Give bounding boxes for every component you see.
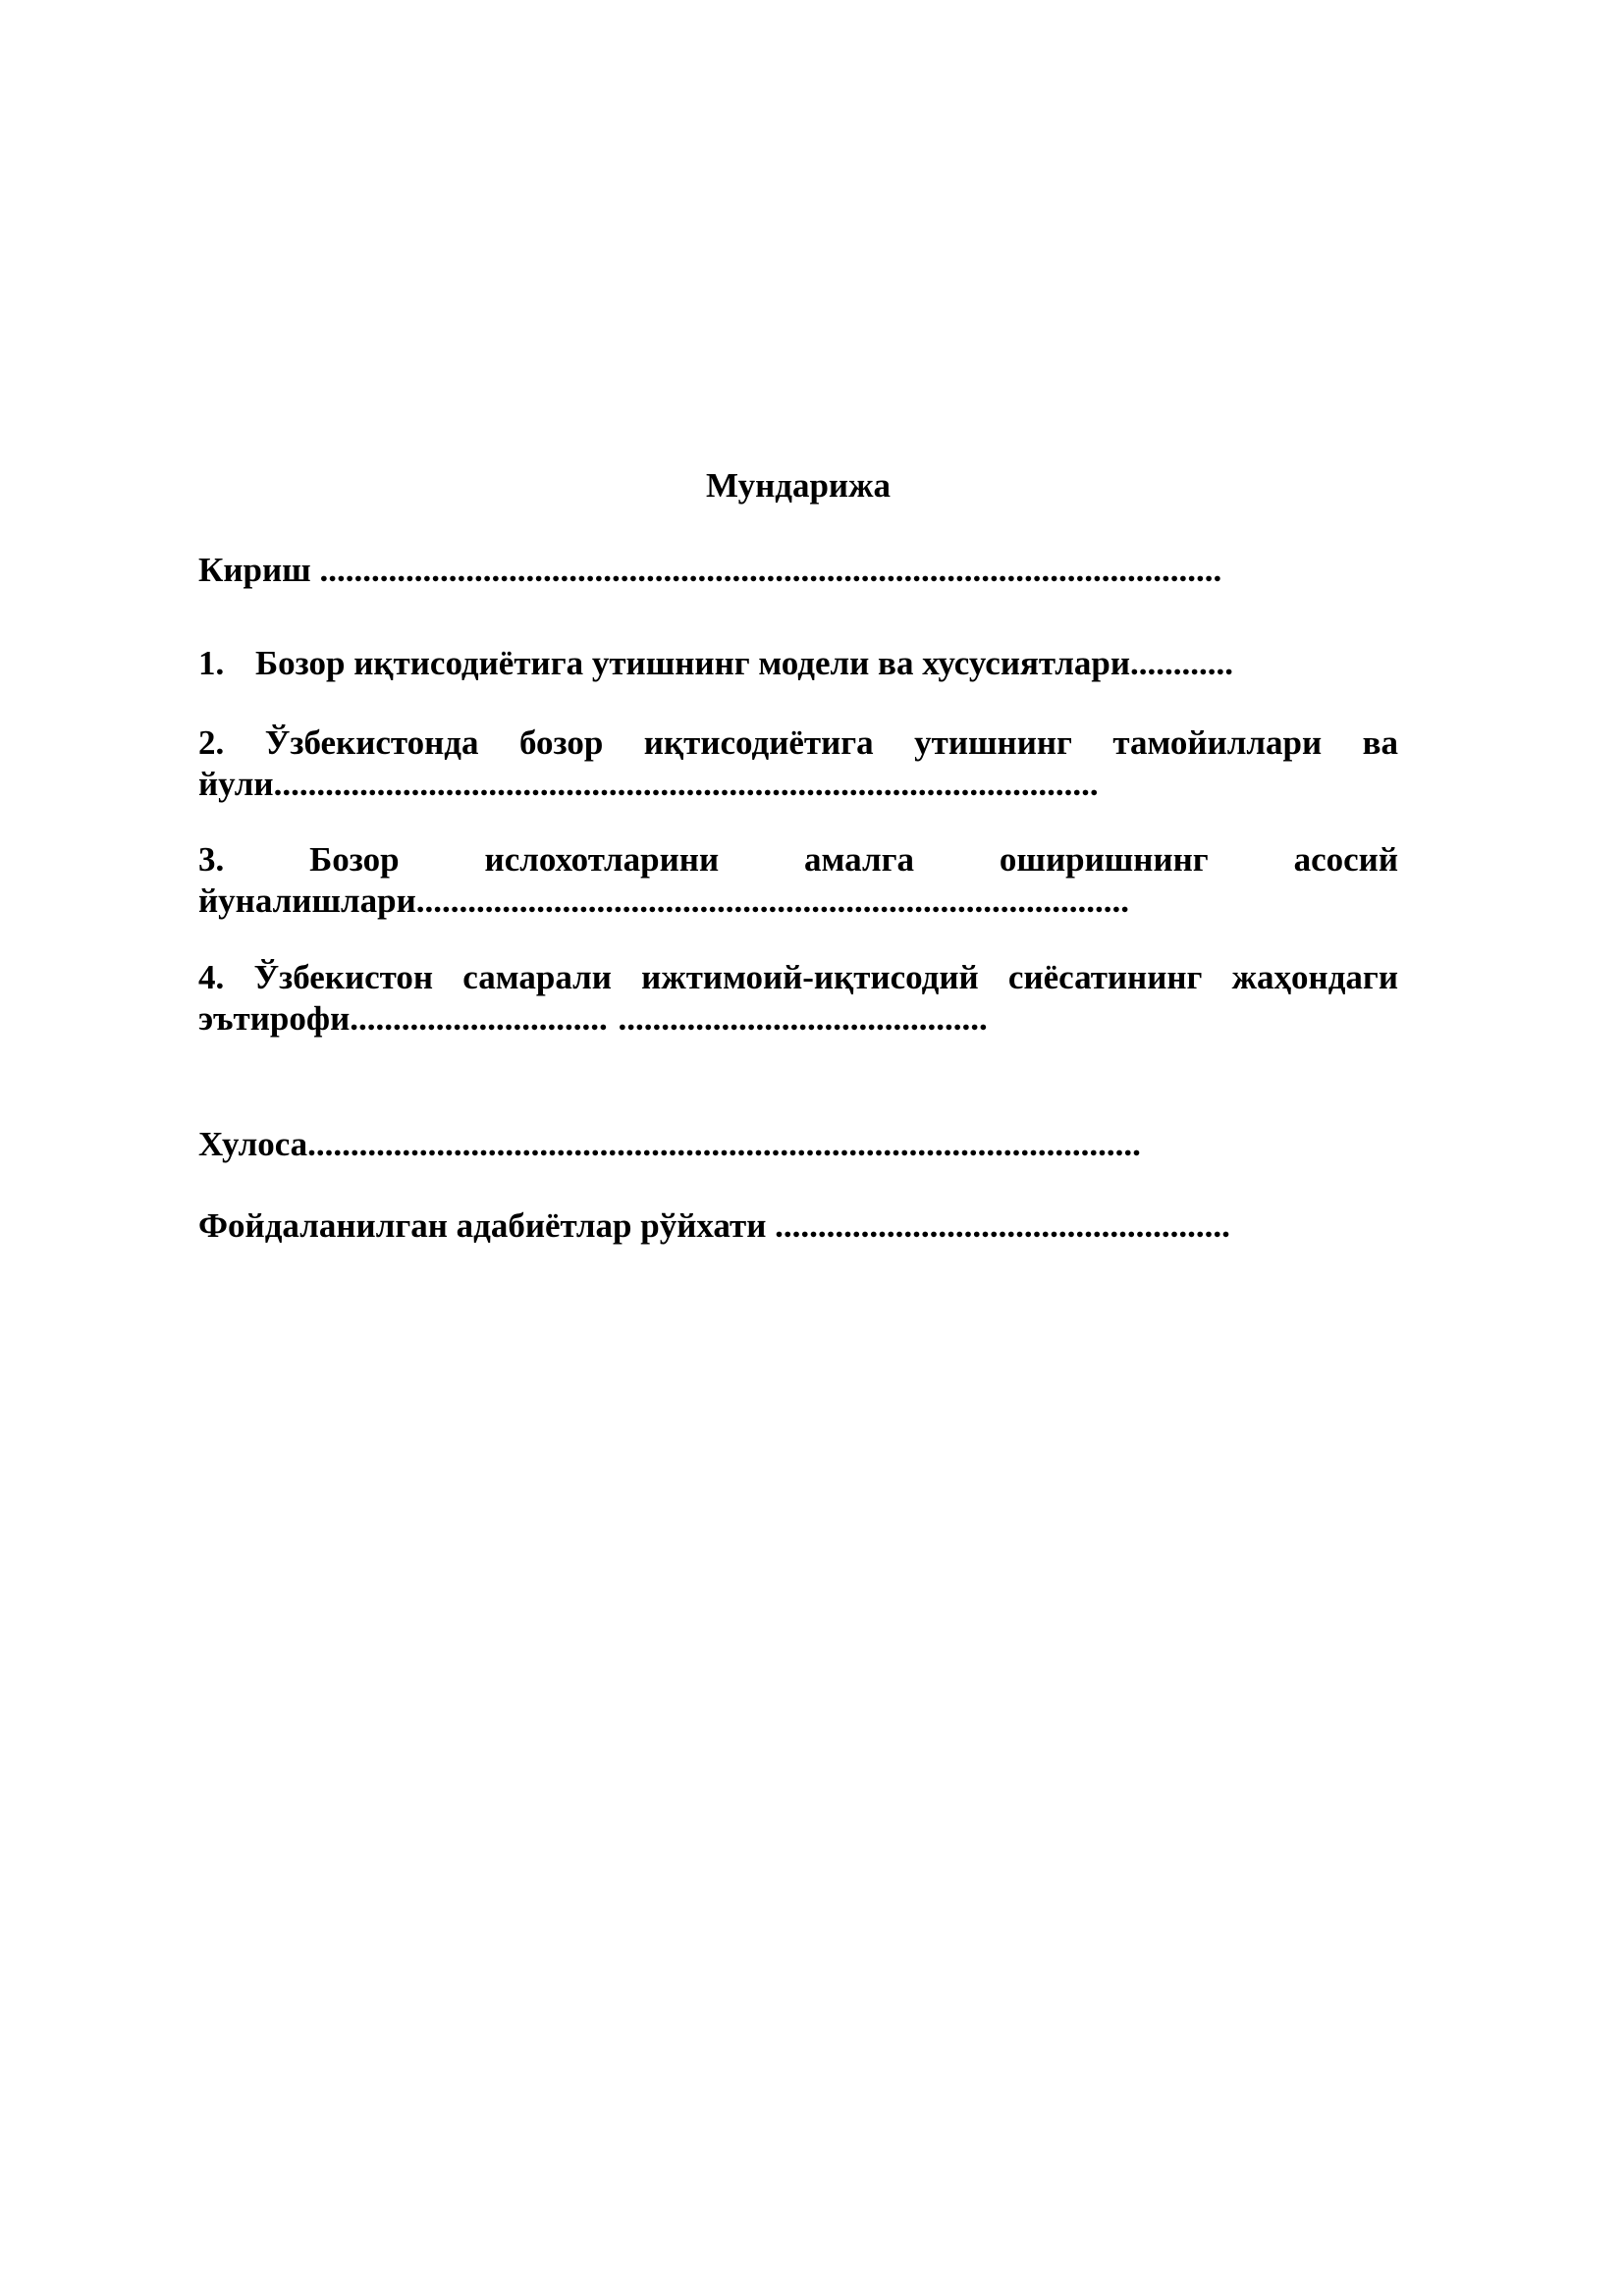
toc-entry-section-2: 2. Ўзбекистонда бозор иқтисодиётига утишнинг тамойиллари ва йули................................................................................................ xyxy=(198,723,1398,803)
toc-entry-section-1-text: Бозор иқтисодиётига утишнинг модели ва хусусиятлари............ xyxy=(255,644,1234,682)
toc-entry-section-3: 3. Бозор ислохотларини амалга оширишнинг асосий йуналишлари................................................................................... xyxy=(198,840,1398,920)
toc-entry-section-1-number: 1. xyxy=(198,644,225,682)
toc-entry-section-1 xyxy=(198,643,1398,684)
toc-entry-bibliography: Фойдаланилган адабиётлар рўйхати ..................................................... xyxy=(198,1206,1230,1245)
toc-entry-conclusion: Хулоса................................................................................................. xyxy=(198,1125,1141,1163)
toc-title: Мундарижа xyxy=(706,466,891,505)
toc-entry-section-4: 4. Ўзбекистон самарали ижтимоий-иқтисодий сиёсатининг жаҳондаги эътирофи.............................. ........................................... xyxy=(198,958,1398,1038)
toc-entry-introduction: Кириш ......................................................................................................... xyxy=(198,551,1222,589)
